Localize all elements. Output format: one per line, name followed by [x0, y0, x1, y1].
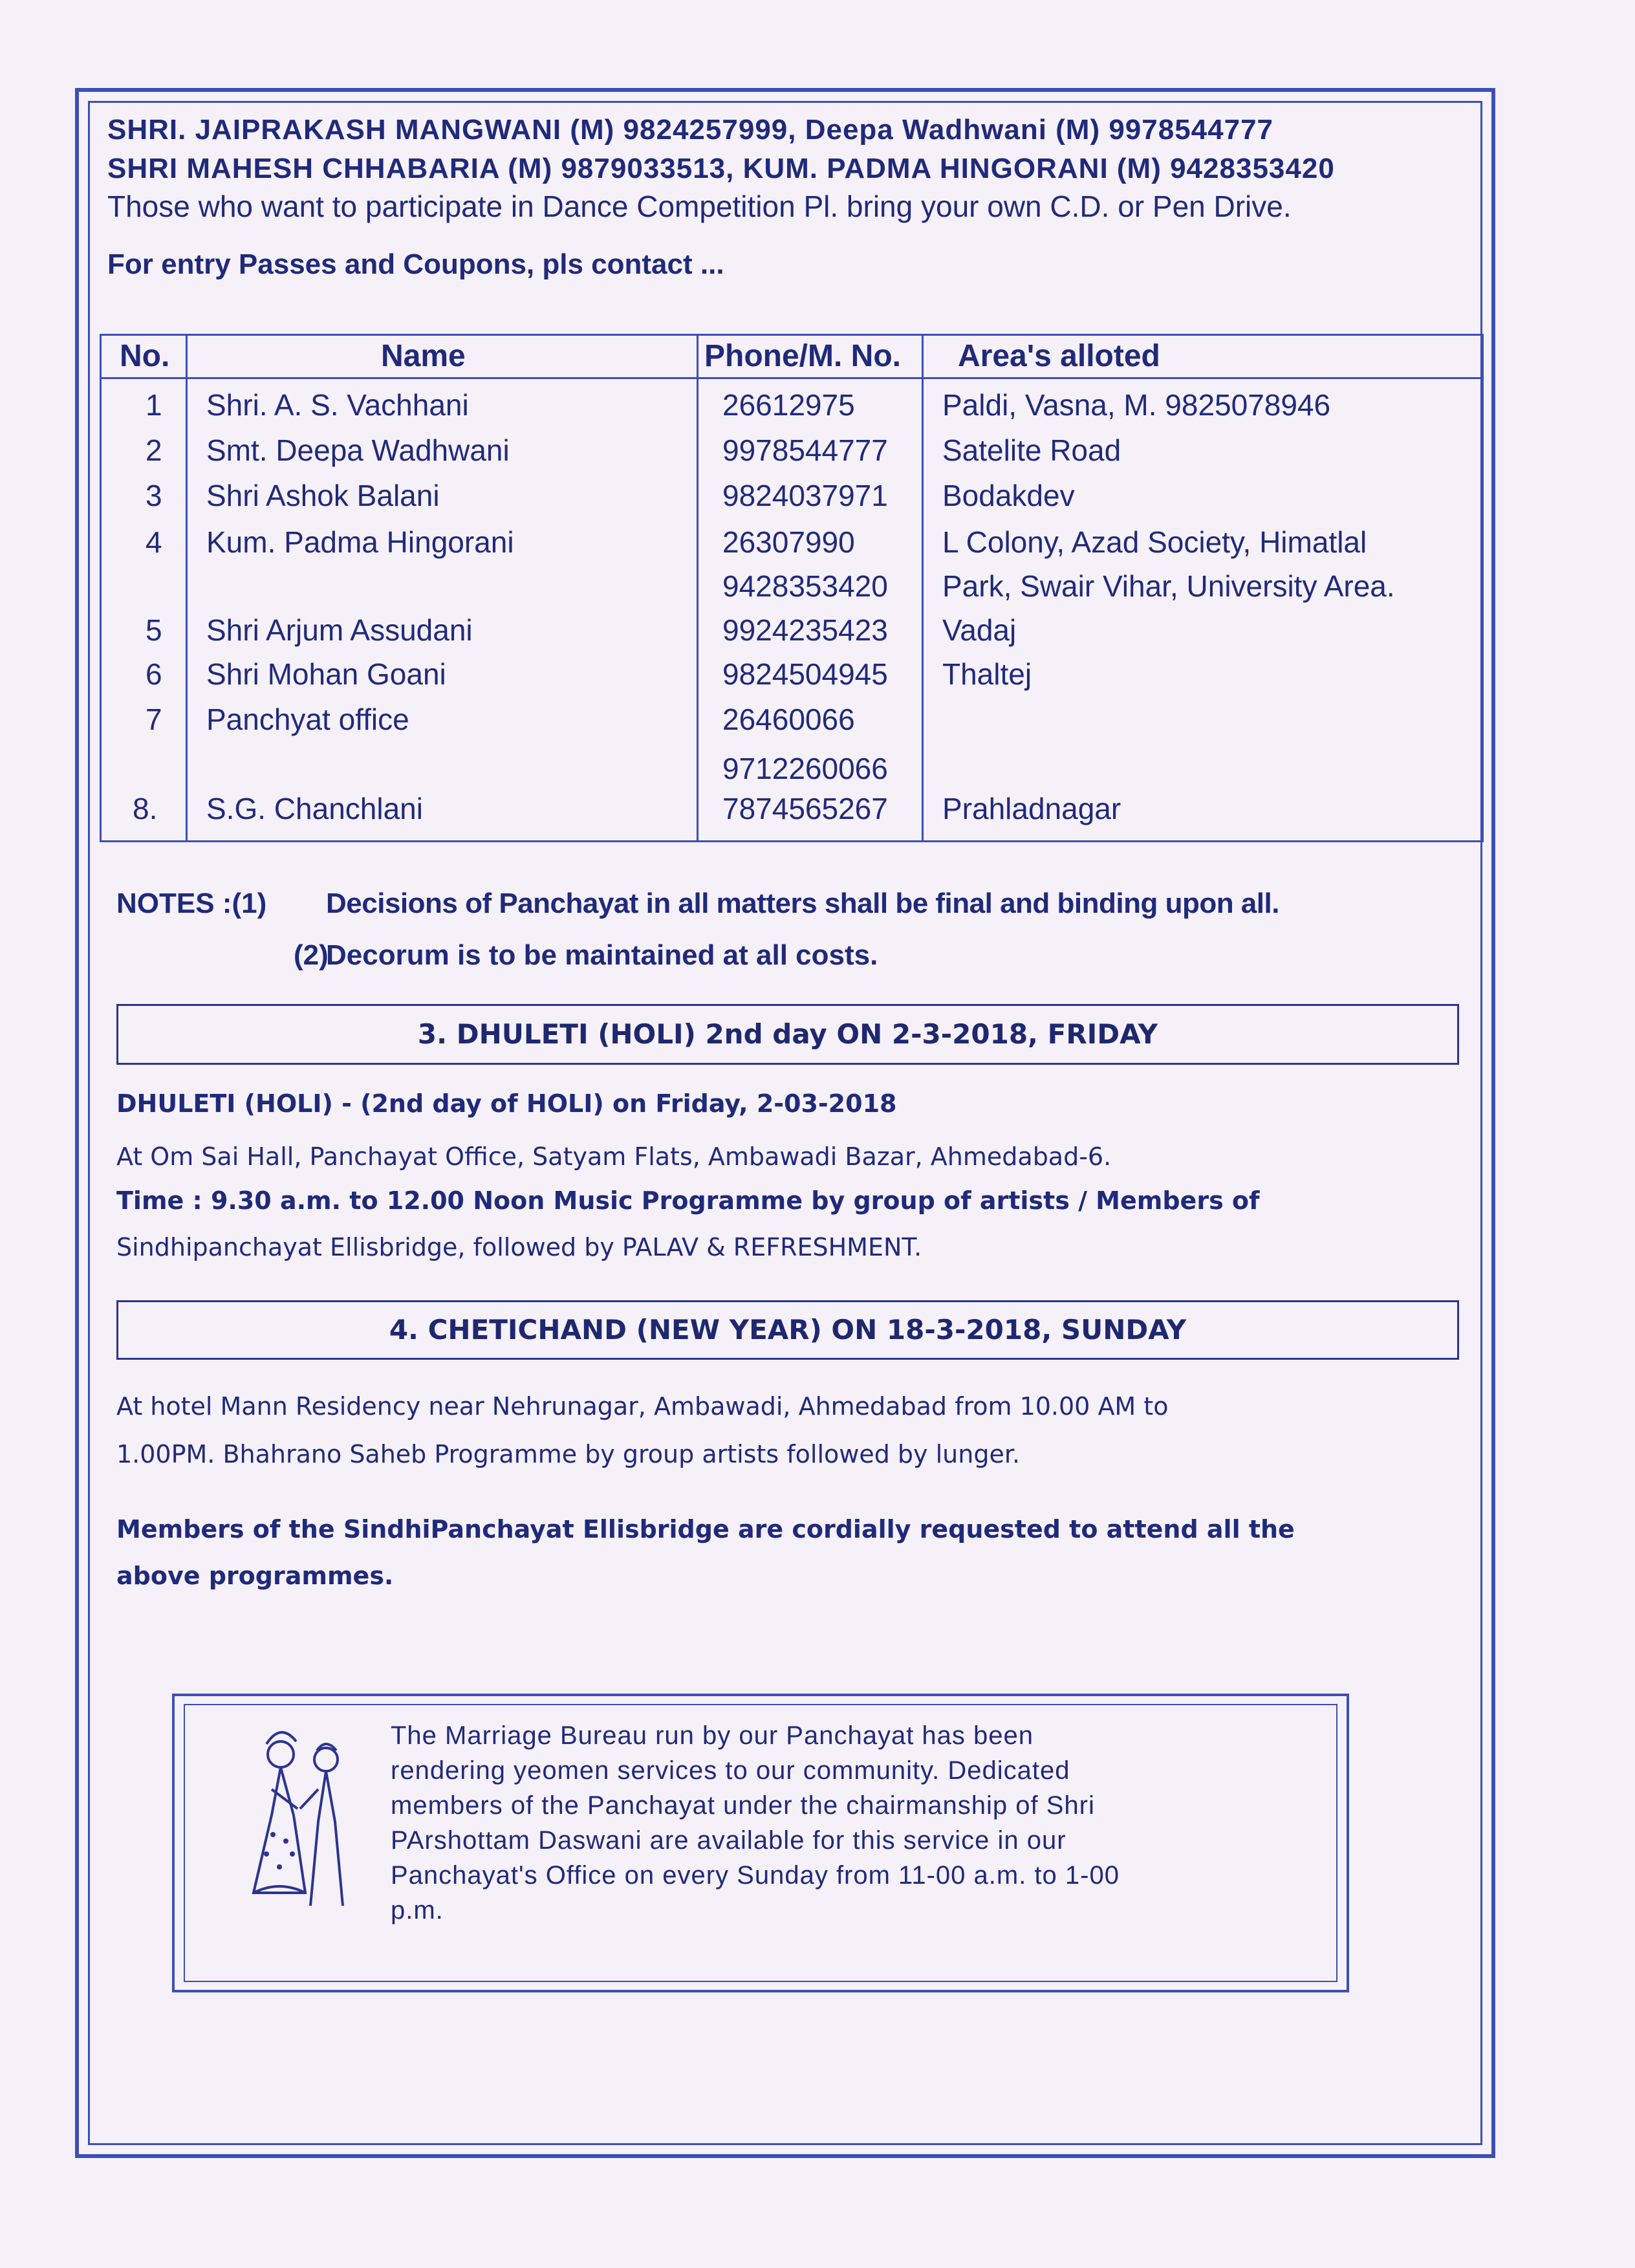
- members-request-line-1: Members of the SindhiPanchayat Ellisbridge are cordially requested to attend all the: [116, 1515, 1295, 1543]
- table-row-area-cont: Park, Swair Vihar, University Area.: [942, 569, 1395, 603]
- table-row-no: 3: [146, 479, 162, 512]
- table-row-no: 4: [146, 525, 162, 559]
- dhuleti-time-cont: Sindhipanchayat Ellisbridge, followed by PALAV & REFRESHMENT.: [116, 1233, 922, 1261]
- table-row-name: Kum. Padma Hingorani: [206, 525, 514, 559]
- table-row-area: L Colony, Azad Society, Himatlal: [942, 525, 1367, 559]
- dhuleti-venue: At Om Sai Hall, Panchayat Office, Satyam Flats, Ambawadi Bazar, Ahmedabad-6.: [116, 1142, 1112, 1171]
- dhuleti-heading: 3. DHULETI (HOLI) 2nd day ON 2-3-2018, FRIDAY: [116, 1004, 1459, 1065]
- bureau-line: Panchayat's Office on every Sunday from 11-00 a.m. to 1-00: [391, 1861, 1120, 1890]
- contacts-table: [100, 334, 1484, 842]
- table-row-phone: 9824037971: [722, 479, 888, 512]
- table-row-phone: 7874565267: [722, 792, 888, 825]
- bureau-line: PArshottam Daswani are available for this service in our: [391, 1826, 1067, 1855]
- table-row-area: Thaltej: [942, 657, 1032, 691]
- table-row-no: 5: [146, 613, 162, 647]
- header-no: No.: [120, 339, 170, 373]
- table-row-phone-alt: 9712260066: [722, 752, 888, 785]
- table-row-no: 6: [146, 657, 162, 691]
- table-row-area: Bodakdev: [942, 479, 1075, 512]
- table-row-name: Shri Ashok Balani: [206, 479, 440, 512]
- table-row-phone: 26307990: [722, 525, 855, 559]
- bureau-line: members of the Panchayat under the chairmanship of Shri: [391, 1791, 1095, 1820]
- table-row-name: Smt. Deepa Wadhwani: [206, 433, 510, 467]
- chetichand-line-1: At hotel Mann Residency near Nehrunagar, Ambawadi, Ahmedabad from 10.00 AM to: [116, 1392, 1169, 1421]
- table-row-area: Satelite Road: [942, 433, 1121, 467]
- entry-passes-line: For entry Passes and Coupons, pls contact ...: [107, 248, 724, 280]
- note-1: Decisions of Panchayat in all matters shall be final and binding upon all.: [326, 888, 1279, 919]
- contact-line-1: SHRI. JAIPRAKASH MANGWANI (M) 9824257999, Deepa Wadhwani (M) 9978544777: [107, 114, 1274, 146]
- table-row-phone: 9924235423: [722, 613, 888, 647]
- table-row-no: 8.: [133, 792, 158, 825]
- table-row-name: Shri Arjum Assudani: [206, 613, 473, 647]
- header-name: Name: [381, 339, 466, 373]
- header-phone: Phone/M. No.: [704, 339, 901, 373]
- note-2: Decorum is to be maintained at all costs.: [326, 939, 878, 971]
- table-row-area: Paldi, Vasna, M. 9825078946: [942, 388, 1331, 422]
- header-area: Area's alloted: [958, 339, 1160, 373]
- table-row-no: 7: [146, 703, 162, 736]
- marriage-bureau-text: [391, 1718, 1303, 1928]
- dhuleti-time: Time : 9.30 a.m. to 12.00 Noon Music Programme by group of artists / Members of: [116, 1186, 1260, 1215]
- table-row-name: S.G. Chanchlani: [206, 792, 423, 825]
- bureau-line: p.m.: [391, 1896, 444, 1925]
- table-row-no: 2: [146, 433, 162, 467]
- table-row-no: 1: [146, 388, 162, 422]
- table-row-phone: 9824504945: [722, 657, 888, 691]
- table-row-area: Vadaj: [942, 613, 1017, 647]
- table-row-area: Prahladnagar: [942, 792, 1121, 825]
- table-row-name: Panchyat office: [206, 703, 409, 736]
- chetichand-heading: 4. CHETICHAND (NEW YEAR) ON 18-3-2018, SUNDAY: [116, 1300, 1459, 1360]
- notes-label-2: (2): [294, 939, 329, 971]
- notes-label: NOTES :(1): [116, 888, 267, 919]
- chetichand-line-2: 1.00PM. Bhahrano Saheb Programme by group artists followed by lunger.: [116, 1440, 1021, 1468]
- table-row-name: Shri Mohan Goani: [206, 657, 446, 691]
- bureau-line: The Marriage Bureau run by our Panchayat has been: [391, 1721, 1034, 1750]
- members-request-line-2: above programmes.: [116, 1562, 394, 1590]
- table-row-phone: 26460066: [722, 703, 855, 736]
- wedding-couple-icon: [241, 1718, 363, 1925]
- dance-competition-note: Those who want to participate in Dance Competition Pl. bring your own C.D. or Pen Drive.: [107, 190, 1292, 223]
- table-row-phone-alt: 9428353420: [722, 569, 888, 603]
- table-row-phone: 9978544777: [722, 433, 888, 467]
- dhuleti-subtitle: DHULETI (HOLI) - (2nd day of HOLI) on Friday, 2-03-2018: [116, 1089, 897, 1118]
- contact-line-2: SHRI MAHESH CHHABARIA (M) 9879033513, KUM. PADMA HINGORANI (M) 9428353420: [107, 153, 1335, 184]
- table-row-name: Shri. A. S. Vachhani: [206, 388, 469, 422]
- bureau-line: rendering yeomen services to our community. Dedicated: [391, 1756, 1070, 1785]
- table-row-phone: 26612975: [722, 388, 855, 422]
